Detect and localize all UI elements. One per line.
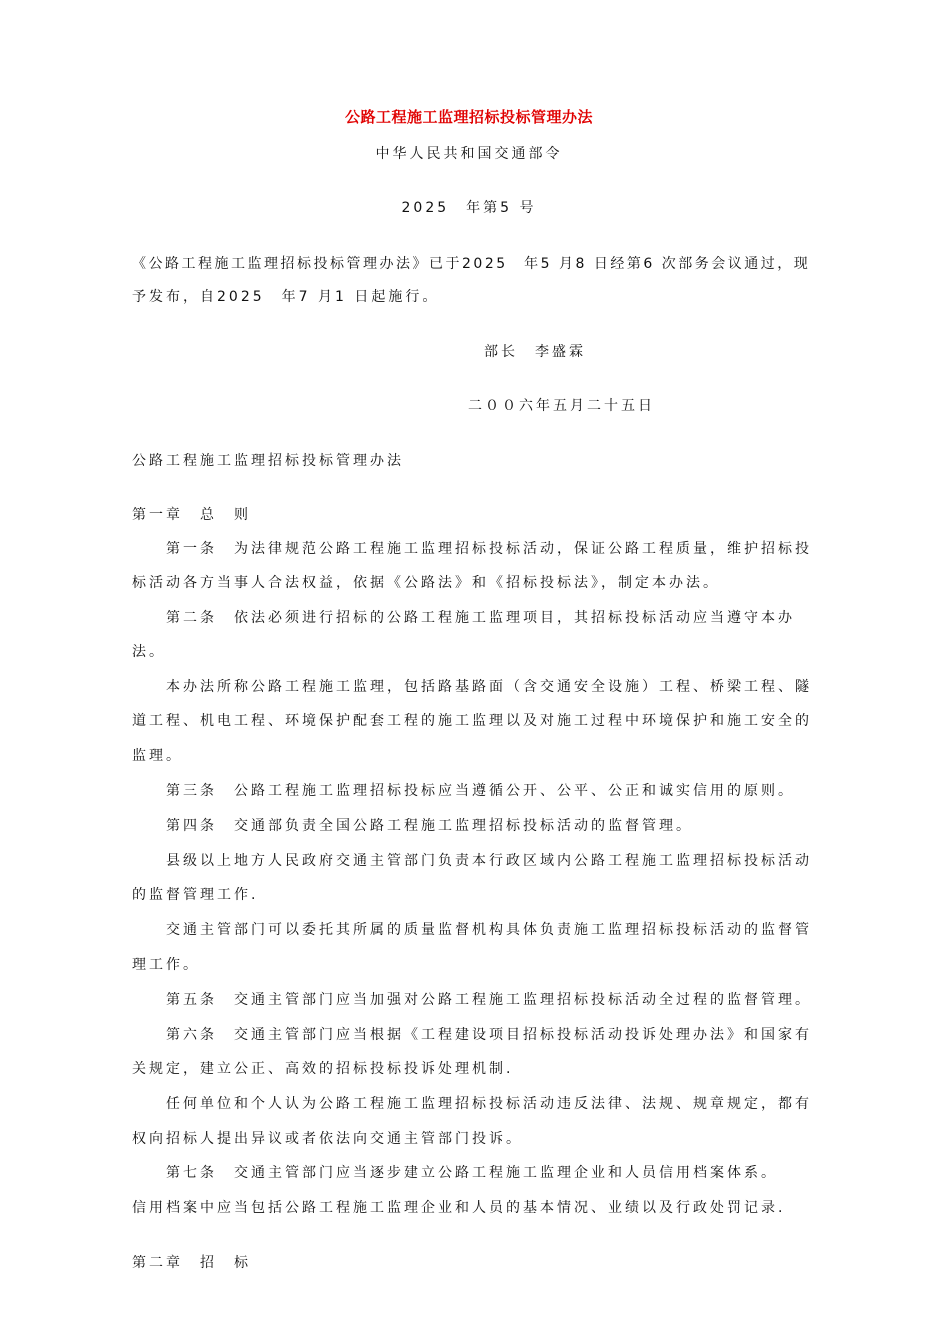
article-line: 信用档案中应当包括公路工程施工监理企业和人员的基本情况、业绩以及行政处罚记录. [132, 1200, 786, 1216]
document-subtitle: 公路工程施工监理招标投标管理办法 [132, 453, 404, 469]
article-line: 关规定，建立公正、高效的招标投标投诉处理机制. [132, 1061, 514, 1077]
signatory: 部长 李盛霖 [484, 344, 586, 360]
article-line: 权向招标人提出异议或者依法向交通主管部门投诉。 [132, 1131, 523, 1147]
preamble-line: 《公路工程施工监理招标投标管理办法》已于2025 年5 月8 日经第6 次部务会议通过，现 [132, 256, 811, 272]
document-title: 公路工程施工监理招标投标管理办法 [344, 108, 593, 126]
issuer-line: 中华人民共和国交通部令 [375, 146, 563, 162]
article-line: 交通主管部门可以委托其所属的质量监督机构具体负责施工监理招标投标活动的监督管 [166, 922, 812, 938]
article-line: 法。 [132, 644, 166, 660]
article-line: 第一条 为法律规范公路工程施工监理招标投标活动，保证公路工程质量，维护招标投 [166, 541, 812, 557]
article-line: 监理。 [132, 748, 183, 764]
article-line: 任何单位和个人认为公路工程施工监理招标投标活动违反法律、法规、规章规定，都有 [166, 1096, 812, 1112]
article-line: 第七条 交通主管部门应当逐步建立公路工程施工监理企业和人员信用档案体系。 [166, 1165, 778, 1181]
article-line: 第二条 依法必须进行招标的公路工程施工监理项目，其招标投标活动应当遵守本办 [166, 610, 795, 626]
issue-date: 二００六年五月二十五日 [468, 398, 655, 414]
order-number: 2025 年第5 号 [401, 200, 537, 216]
article-line: 的监督管理工作. [132, 887, 259, 903]
article-line: 县级以上地方人民政府交通主管部门负责本行政区域内公路工程施工监理招标投标活动 [166, 853, 812, 869]
chapter-heading: 第二章 招 标 [132, 1255, 251, 1271]
article-line: 本办法所称公路工程施工监理，包括路基路面（含交通安全设施）工程、桥梁工程、隧 [166, 679, 812, 695]
article-line: 第三条 公路工程施工监理招标投标应当遵循公开、公平、公正和诚实信用的原则。 [166, 783, 795, 799]
preamble-line: 予发布，自2025 年7 月1 日起施行。 [132, 289, 440, 305]
chapter-heading: 第一章 总 则 [132, 507, 251, 523]
article-line: 第五条 交通主管部门应当加强对公路工程施工监理招标投标活动全过程的监督管理。 [166, 992, 812, 1008]
article-line: 标活动各方当事人合法权益，依据《公路法》和《招标投标法》，制定本办法。 [132, 575, 720, 591]
article-line: 第六条 交通主管部门应当根据《工程建设项目招标投标活动投诉处理办法》和国家有 [166, 1027, 812, 1043]
article-line: 第四条 交通部负责全国公路工程施工监理招标投标活动的监督管理。 [166, 818, 693, 834]
article-line: 理工作。 [132, 957, 200, 973]
article-line: 道工程、机电工程、环境保护配套工程的施工监理以及对施工过程中环境保护和施工安全的 [132, 713, 812, 729]
